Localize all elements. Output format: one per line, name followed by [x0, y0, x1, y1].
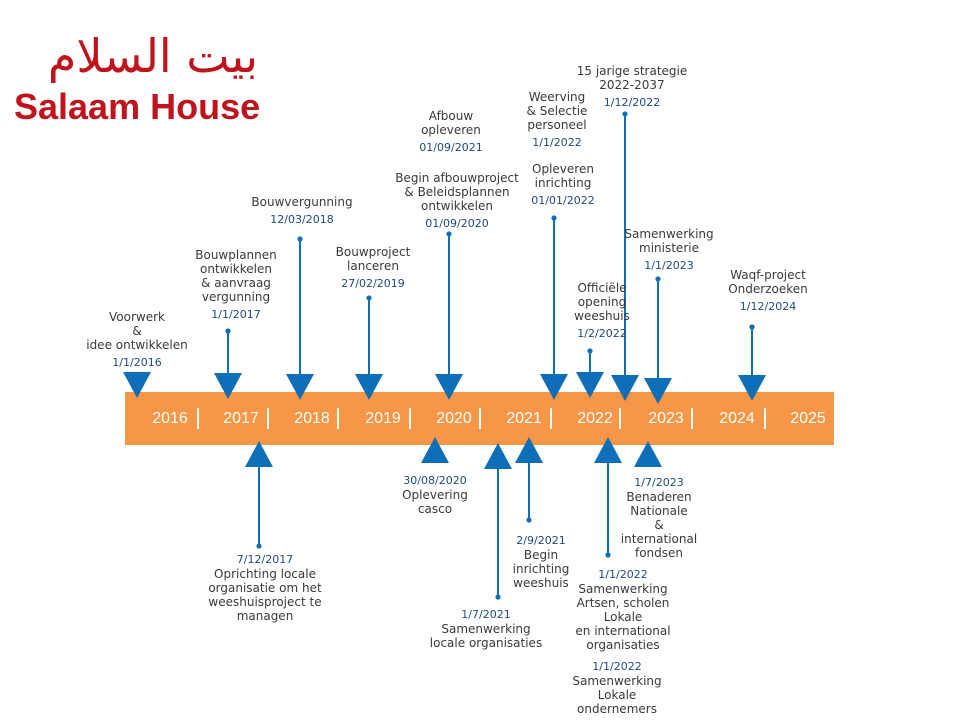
- down-arrow-icon: [123, 372, 151, 398]
- event-title-line: opening: [577, 295, 627, 309]
- event-date: 1/2/2022: [577, 327, 627, 340]
- event-fondsen: [559, 476, 759, 560]
- event-title-line: Samenwerking: [624, 227, 714, 241]
- up-arrow-icon: [594, 437, 622, 463]
- event-date: 1/1/2022: [592, 660, 642, 673]
- event-title-line: Samenwerking: [572, 674, 662, 688]
- event-title-line: Begin afbouwproject: [395, 171, 519, 185]
- event-title-line: & Beleidsplannen: [404, 185, 510, 199]
- event-title-line: Artsen, scholen: [576, 596, 670, 610]
- event-ondernemers: [517, 660, 717, 716]
- event-title-line: opleveren: [421, 123, 481, 137]
- event-date: 01/09/2020: [425, 217, 489, 230]
- down-arrow-icon: [355, 374, 383, 400]
- event-title-line: Lokale: [603, 610, 643, 624]
- connector-dot: [297, 236, 302, 241]
- event-title-line: fondsen: [634, 546, 684, 560]
- event-casco: [335, 474, 535, 516]
- event-date: 01/09/2021: [419, 141, 483, 154]
- down-arrow-icon: [738, 375, 766, 401]
- event-title-line: weeshuisproject te: [208, 595, 322, 609]
- event-title-line: Oprichting locale: [214, 567, 316, 581]
- down-arrow-icon: [644, 378, 672, 404]
- event-title-line: weeshuis: [574, 309, 630, 323]
- event-title-line: weeshuis: [513, 576, 569, 590]
- event-waqf: [668, 268, 868, 314]
- event-title-line: Samenwerking: [441, 622, 531, 636]
- event-title-line: Afbouw: [428, 109, 474, 123]
- event-title-line: Waqf-project: [730, 268, 806, 282]
- event-title-line: lanceren: [347, 259, 399, 273]
- connector-dot: [587, 348, 592, 353]
- event-title-line: 2022-2037: [599, 78, 665, 92]
- year-label-2024: 2024: [719, 410, 755, 427]
- up-arrow-icon: [515, 437, 543, 463]
- event-title-line: locale organisaties: [429, 636, 543, 650]
- event-title-line: idee ontwikkelen: [86, 338, 188, 352]
- event-title-line: &: [132, 324, 142, 338]
- connector-dot: [446, 231, 451, 236]
- event-date: 1/1/2022: [598, 568, 648, 581]
- connector-dot: [749, 324, 754, 329]
- event-title-line: ontwikkelen: [200, 262, 272, 276]
- event-date: 7/12/2017: [236, 553, 294, 566]
- event-title-line: Lokale: [597, 688, 637, 702]
- event-title-line: Benaderen: [626, 490, 692, 504]
- event-title-line: inrichting: [534, 176, 592, 190]
- year-label-2017: 2017: [223, 410, 259, 427]
- event-date: 1/7/2023: [634, 476, 684, 489]
- event-title-line: organisaties: [586, 638, 660, 652]
- event-title-line: ontwikkelen: [421, 199, 493, 213]
- year-label-2016: 2016: [152, 410, 188, 427]
- up-arrow-icon: [245, 441, 273, 467]
- event-title-line: en international: [575, 624, 671, 638]
- event-date: 1/1/2023: [644, 259, 694, 272]
- connector-dot: [526, 517, 531, 522]
- event-title-line: Officiële: [577, 281, 627, 295]
- event-artsen: [523, 568, 723, 652]
- event-date: 1/1/2016: [112, 356, 162, 369]
- event-title-line: Onderzoeken: [728, 282, 808, 296]
- event-date: 1/7/2021: [461, 608, 511, 621]
- event-title-line: Samenwerking: [578, 582, 668, 596]
- logo-english-text: Salaam House: [14, 86, 261, 127]
- event-inrichting: [463, 162, 663, 208]
- event-title-line: 15 jarige strategie: [576, 64, 688, 78]
- event-title-line: Voorwerk: [109, 310, 165, 324]
- event-title-line: & aanvraag: [201, 276, 271, 290]
- event-title-line: Weerving: [528, 90, 586, 104]
- event-title-line: ministerie: [639, 241, 699, 255]
- event-title-line: Oplevering: [402, 488, 468, 502]
- event-title-line: Bouwplannen: [195, 248, 277, 262]
- event-title-line: casco: [417, 502, 453, 516]
- down-arrow-icon: [576, 372, 604, 398]
- year-label-2023: 2023: [648, 410, 684, 427]
- event-title-line: Opleveren: [532, 162, 594, 176]
- event-title-line: inrichting: [512, 562, 570, 576]
- event-title-line: vergunning: [201, 290, 271, 304]
- up-arrow-icon: [421, 437, 449, 463]
- event-date: 1/12/2024: [739, 300, 797, 313]
- year-label-2022: 2022: [577, 410, 613, 427]
- connector-dot: [256, 543, 261, 548]
- event-strategie: [532, 64, 732, 110]
- down-arrow-icon: [214, 373, 242, 399]
- event-title-line: &: [654, 518, 664, 532]
- event-date: 1/1/2022: [532, 136, 582, 149]
- event-title-line: international: [620, 532, 698, 546]
- event-title-line: organisatie om het: [208, 581, 322, 595]
- year-label-2020: 2020: [436, 410, 472, 427]
- event-oprichting: [165, 553, 365, 623]
- event-date: 12/03/2018: [270, 213, 334, 226]
- event-date: 2/9/2021: [516, 534, 566, 547]
- event-bouwproject: [273, 245, 473, 291]
- down-arrow-icon: [540, 374, 568, 400]
- year-label-2021: 2021: [506, 410, 542, 427]
- event-title-line: Nationale: [630, 504, 688, 518]
- down-arrow-icon: [286, 374, 314, 400]
- event-title-line: Bouwvergunning: [251, 195, 353, 209]
- event-title-line: managen: [236, 609, 294, 623]
- up-arrow-icon: [484, 443, 512, 469]
- event-date: 01/01/2022: [531, 194, 595, 207]
- down-arrow-icon: [611, 375, 639, 401]
- logo-arabic-text: بيت السلام: [47, 29, 259, 83]
- event-ministerie: [569, 227, 769, 273]
- up-arrow-icon: [634, 441, 662, 467]
- year-label-2019: 2019: [365, 410, 401, 427]
- event-date: 30/08/2020: [403, 474, 467, 487]
- connector-dot: [495, 594, 500, 599]
- event-date: 1/12/2022: [603, 96, 661, 109]
- event-title-line: Begin: [523, 548, 559, 562]
- connector-dot: [366, 295, 371, 300]
- event-title-line: & Selectie: [526, 104, 588, 118]
- event-title-line: personeel: [527, 118, 587, 132]
- down-arrow-icon: [435, 374, 463, 400]
- event-date: 27/02/2019: [341, 277, 405, 290]
- event-date: 1/1/2017: [211, 308, 261, 321]
- event-title-line: ondernemers: [577, 702, 657, 716]
- year-label-2025: 2025: [790, 410, 826, 427]
- year-label-2018: 2018: [294, 410, 330, 427]
- event-title-line: Bouwproject: [335, 245, 411, 259]
